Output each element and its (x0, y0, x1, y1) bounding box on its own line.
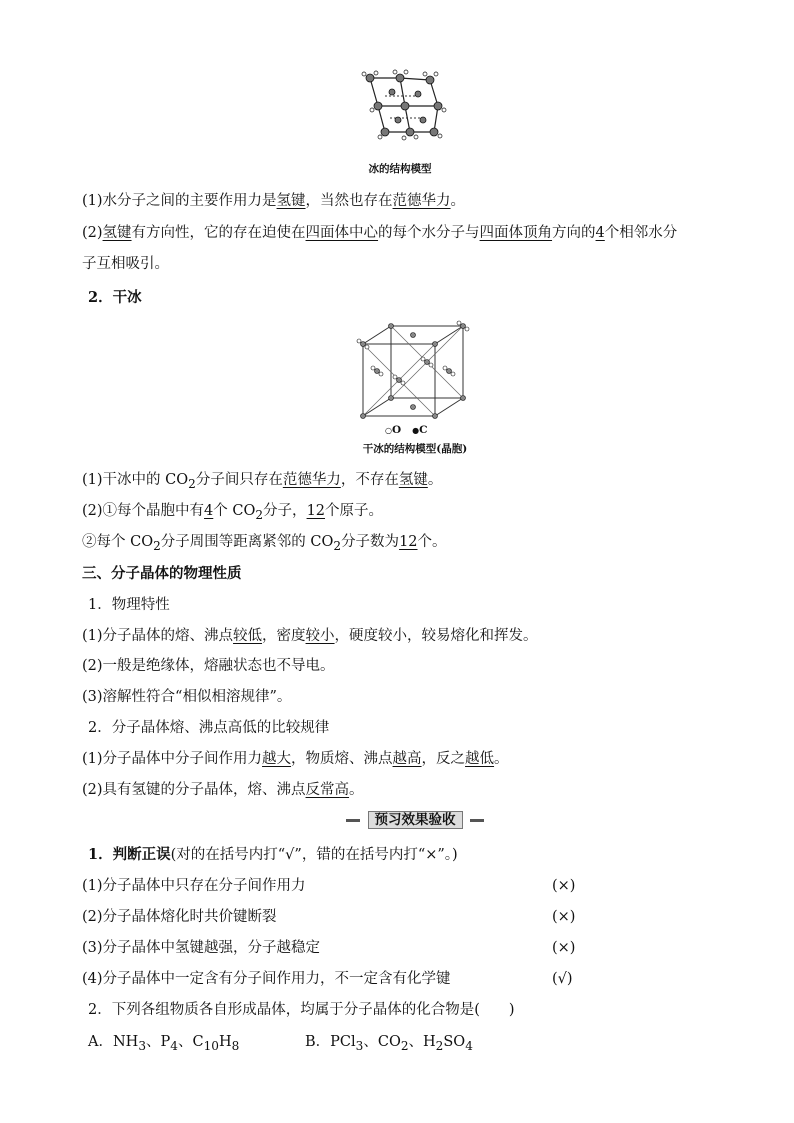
q1-mark-4: (√) (552, 971, 573, 987)
q1-item-2: (2)分子晶体熔化时共价键断裂 (82, 909, 277, 925)
q1-mark-2: (×) (552, 909, 576, 925)
dry-ice-heading: 2．干冰 (88, 289, 142, 306)
q1-mark-1: (×) (552, 878, 576, 894)
ice-structure-figure (360, 66, 460, 156)
ice-caption: 冰的结构模型 (368, 163, 432, 175)
dry-ice-point-2: (2)①每个晶胞中有4个 $CO_2$分子，12个原子。 (82, 503, 384, 522)
q2-option-a: A．$NH_3$、$P_4$、$C_{10}H_8$ (88, 1034, 240, 1053)
ice-point-2: (2)氢键有方向性，它的存在迫使在四面体中心的每个水分子与四面体顶角方向的4个相邻水分 (82, 225, 678, 241)
dry-ice-cell-figure (355, 320, 475, 430)
dry-ice-legend: ○O ●C (385, 424, 428, 436)
q1-item-4: (4)分子晶体中一定含有分子间作用力，不一定含有化学键 (82, 971, 451, 987)
preview-banner (352, 810, 478, 830)
section3-line3: (3)溶解性符合“相似相溶规律”。 (82, 689, 292, 705)
ice-point-1: (1)水分子之间的主要作用力是氢键，当然也存在范德华力。 (82, 193, 466, 209)
q1-item-1: (1)分子晶体中只存在分子间作用力 (82, 878, 306, 894)
dry-ice-point-3: ②每个 $CO_2$分子周围等距离紧邻的 $CO_2$分子数为12个。 (82, 534, 447, 553)
dry-ice-point-1: (1)干冰中的 $CO_2$分子间只存在范德华力，不存在氢键。 (82, 472, 443, 491)
q2-option-b: B．PCl$_3$、$CO_2$、$H_2SO_4$ (305, 1034, 473, 1053)
section3-title: 三、分子晶体的物理性质 (82, 565, 242, 582)
q1-item-3: (3)分子晶体中氢键越强，分子越稳定 (82, 940, 321, 956)
ice-point-2-cont: 子互相吸引。 (82, 256, 169, 272)
section3-line4: (1)分子晶体中分子间作用力越大，物质熔、沸点越高，反之越低。 (82, 751, 509, 767)
section3-sub1: 1．物理特性 (88, 597, 170, 613)
section3-line5: (2)具有氢键的分子晶体，熔、沸点反常高。 (82, 782, 364, 798)
legend-o: O (391, 424, 402, 436)
section3-line1: (1)分子晶体的熔、沸点较低，密度较小，硬度较小，较易熔化和挥发。 (82, 628, 538, 644)
banner-text: 预习效果验收 (368, 811, 463, 829)
q2-stem: 2．下列各组物质各自形成晶体，均属于分子晶体的化合物是( ) (88, 1002, 515, 1018)
section3-line2: (2)一般是绝缘体，熔融状态也不导电。 (82, 658, 335, 674)
section3-sub2: 2．分子晶体熔、沸点高低的比较规律 (88, 720, 330, 736)
q1-mark-3: (×) (552, 940, 576, 956)
legend-c: C (419, 424, 428, 436)
q1-title: 1．判断正误(对的在括号内打“√”，错的在括号内打“×”。) (88, 846, 458, 863)
dry-ice-caption: 干冰的结构模型(晶胞) (362, 443, 468, 455)
